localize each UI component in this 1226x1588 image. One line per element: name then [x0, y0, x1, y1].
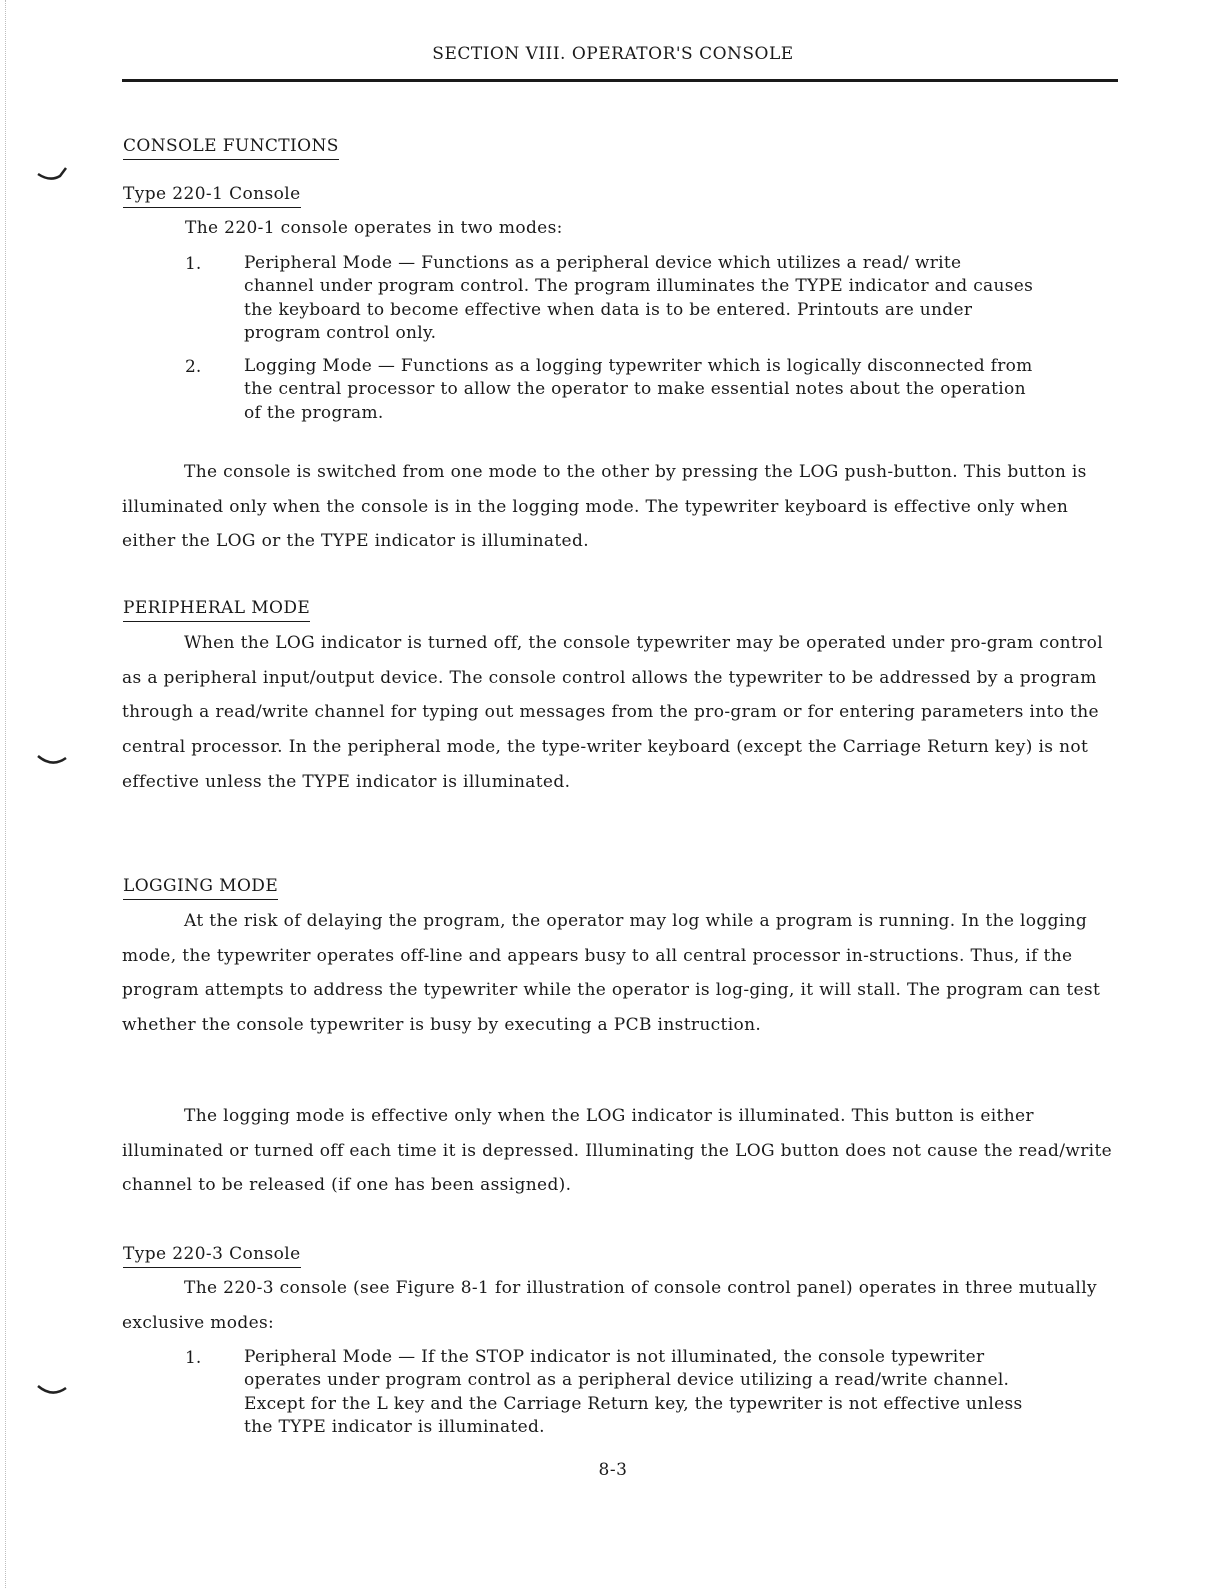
item-number: 2. — [185, 357, 202, 377]
peripheral-mode-heading: PERIPHERAL MODE — [123, 598, 310, 622]
item-number: 1. — [185, 1348, 202, 1368]
page-number: 8-3 — [598, 1460, 628, 1480]
logging-mode-paragraph-2: The logging mode is effective only when the LOG indicator is illuminated. This button is either illuminated or turned off each time it is depressed. Illuminating the LOG button does not cause the read/write channel to be released (if one has been assigned). — [122, 1106, 1113, 1196]
logging-mode-heading: LOGGING MODE — [123, 876, 278, 900]
type-220-1-heading: Type 220-1 Console — [123, 184, 301, 208]
type-220-1-paragraph: The console is switched from one mode to the other by pressing the LOG push-button. This button is illuminated only when the console is in the logging mode. The typewriter keyboard is effective only when either the LOG or the TYPE indicator is illuminated. — [122, 462, 1087, 552]
type-220-1-intro: The 220-1 console operates in two modes: — [185, 218, 563, 238]
margin-check-mark — [34, 1380, 68, 1402]
console-functions-heading: CONSOLE FUNCTIONS — [123, 136, 339, 160]
peripheral-mode-paragraph: When the LOG indicator is turned off, the console typewriter may be operated under pro-gram control as a peripheral input/output device. The console control allows the typewriter to be addressed by a program through a read/write channel for typing out messages from the pro-gram or for entering parameters into the central processor. In the peripheral mode, the type-writer keyboard (except the Carriage Return key) is not effective unless the TYPE indicator is illuminated. — [122, 633, 1103, 792]
logging-mode-paragraph-1: At the risk of delaying the program, the operator may log while a program is running. In the logging mode, the typewriter operates off-line and appears busy to all central processor in-structions. Thus, if the program attempts to address the typewriter while the operator is log-ging, it will stall. The program can test whether the console typewriter is busy by executing a PCB instruction. — [122, 911, 1101, 1036]
type-220-3-heading: Type 220-3 Console — [123, 1244, 301, 1268]
section-header: SECTION VIII. OPERATOR'S CONSOLE — [432, 44, 794, 64]
item-number: 1. — [185, 254, 202, 274]
type-220-3-paragraph: The 220-3 console (see Figure 8-1 for illustration of console control panel) operates in three mutually exclusive modes: — [122, 1278, 1097, 1333]
item-text: Peripheral Mode — Functions as a peripheral device which utilizes a read/ write channel under program control. The program illuminates the TYPE indicator and causes the keyboard to become effective when data is to be entered. Printouts are under program control only. — [244, 253, 1034, 343]
margin-check-mark — [34, 164, 68, 186]
item-text: Peripheral Mode — If the STOP indicator is not illuminated, the console typewriter operates under program control as a peripheral device utilizing a read/write channel. Except for the L key and the Carriage Return key, the typewriter is not effective unless the TYPE indicator is illuminated. — [244, 1347, 1023, 1437]
item-text: Logging Mode — Functions as a logging typewriter which is logically disconnected from the central processor to allow the operator to make essential notes about the operation of the program. — [244, 356, 1033, 423]
page-edge-scan-artifact — [5, 0, 6, 1588]
header-rule — [122, 79, 1118, 82]
margin-check-mark — [34, 750, 68, 772]
